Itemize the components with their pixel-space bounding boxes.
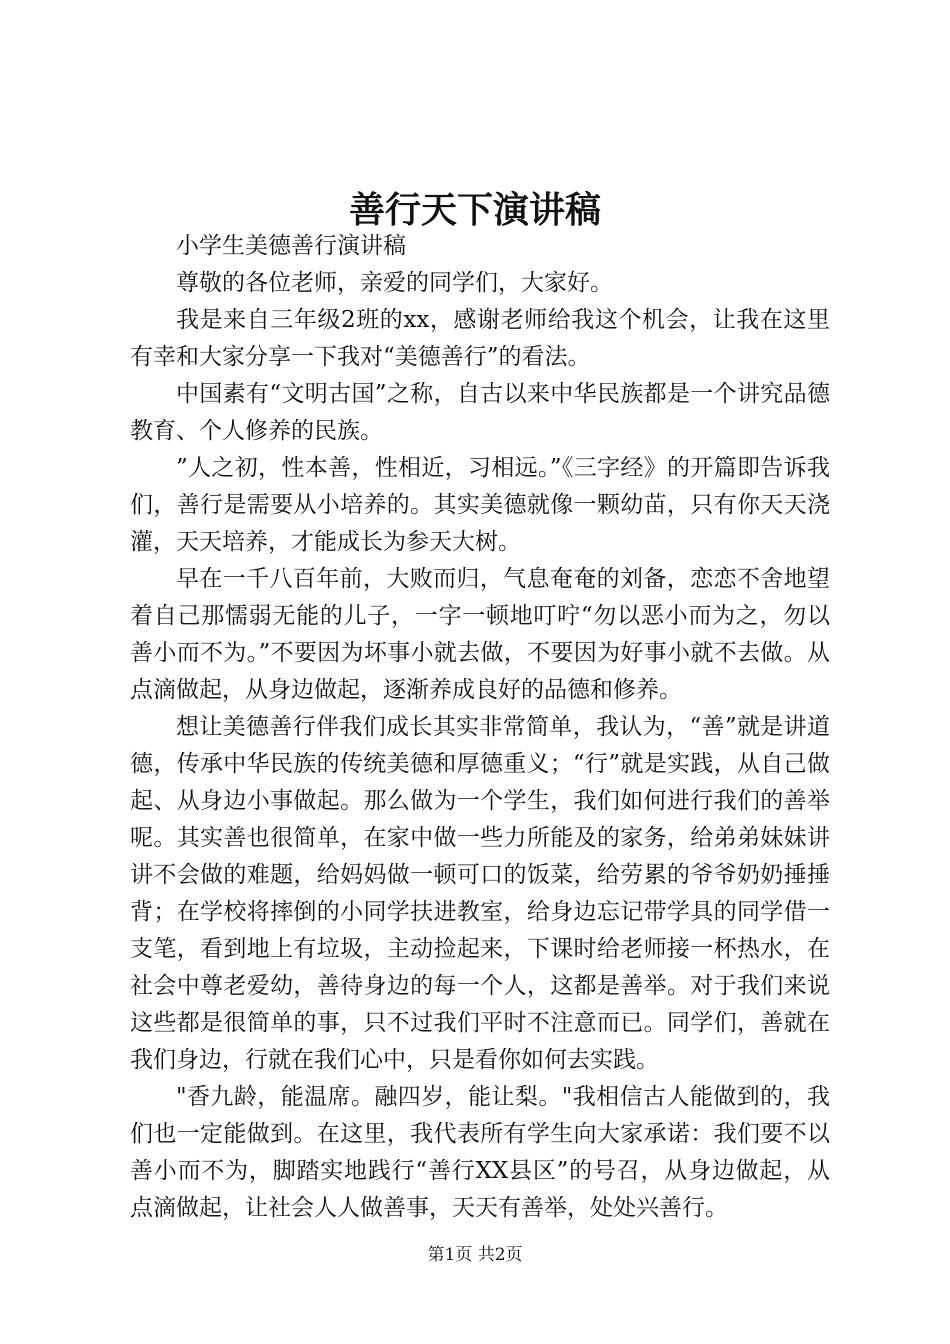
page-footer: 第1页 共2页	[427, 1245, 523, 1265]
paragraph: 尊敬的各位老师，亲爱的同学们，大家好。	[176, 270, 613, 296]
document-title: 善行天下演讲稿	[348, 189, 601, 231]
paragraph: 早在一千八百年前，大败而归，气息奄奄的刘备，恋恋不舍地望着自己那懦弱无能的儿子，一字一顿地叮咛“勿以恶小而为之，勿以善小而不为。”不要因为坏事小就去做，不要因为好事小就不去做。从点滴做起，从身边做起，逐渐养成良好的品德和修养。	[130, 566, 830, 703]
paragraph: "香九龄，能温席。融四岁，能让梨。"我相信古人能做到的，我们也一定能做到。在这里，我代表所有学生向大家承诺：我们要不以善小而不为，脚踏实地践行“善行XX县区”的号召，从身边做起，从点滴做起，让社会人人做善事，天天有善举，处处兴善行。	[130, 1084, 830, 1221]
paragraph: 我是来自三年级2班的xx，感谢老师给我这个机会，让我在这里有幸和大家分享一下我对“美德善行”的看法。	[130, 307, 830, 370]
paragraph: 想让美德善行伴我们成长其实非常简单，我认为，“善”就是讲道德，传承中华民族的传统美德和厚德重义；“行”就是实践，从自己做起、从身边小事做起。那么做为一个学生，我们如何进行我们的善举呢。其实善也很简单，在家中做一些力所能及的家务，给弟弟妹妹讲讲不会做的难题，给妈妈做一顿可口的饭菜，给劳累的爷爷奶奶捶捶背；在学校将摔倒的小同学扶进教室，给身边忘记带学具的同学借一支笔，看到地上有垃圾，主动捡起来，下课时给老师接一杯热水，在社会中尊老爱幼，善待身边的每一个人，这都是善举。对于我们来说这些都是很简单的事，只不过我们平时不注意而已。同学们，善就在我们身边，行就在我们心中，只是看你如何去实践。	[130, 714, 830, 1073]
paragraph: ”人之初，性本善，性相近，习相远。”《三字经》的开篇即告诉我们，善行是需要从小培养的。其实美德就像一颗幼苗，只有你天天浇灌，天天培养，才能成长为参天大树。	[130, 455, 830, 555]
document-body	[130, 228, 830, 1227]
paragraph: 小学生美德善行演讲稿	[176, 233, 406, 259]
paragraph: 中国素有“文明古国”之称，自古以来中华民族都是一个讲究品德教育、个人修养的民族。	[130, 381, 830, 444]
